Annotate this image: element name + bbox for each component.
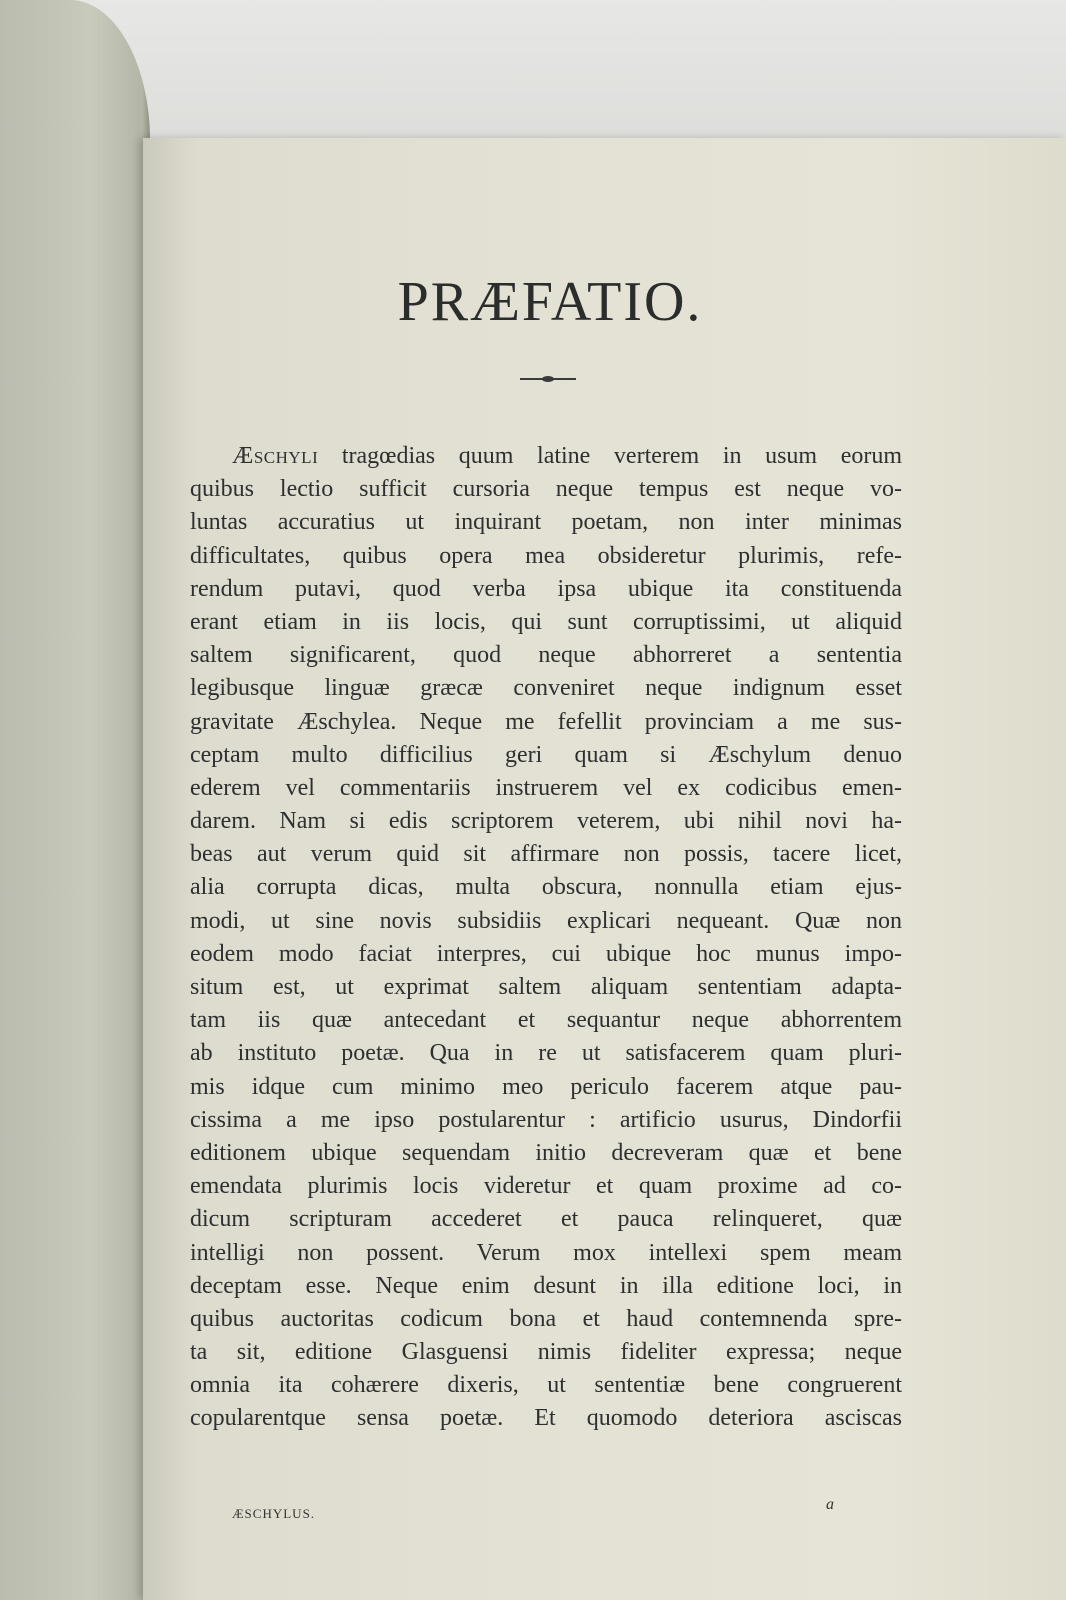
text-line: situm est, ut exprimat saltem aliquam sententiam adapta-	[190, 974, 902, 1000]
left-page-edge	[0, 0, 150, 1600]
text-line: eodem modo faciat interpres, cui ubique hoc munus impo-	[190, 940, 902, 967]
text-line: ta sit, editione Glasguensi nimis fideliter expressa; neque	[190, 1339, 902, 1366]
text-line-first	[190, 440, 902, 473]
text-line: quibus lectio sufficit cursoria neque tempus est neque vo-	[190, 476, 902, 503]
text-line: rendum putavi, quod verba ipsa ubique ita constituenda	[190, 575, 902, 602]
page-title: PRÆFATIO.	[397, 271, 703, 333]
text-line: erant etiam in iis locis, qui sunt corruptissimi, ut aliquid	[190, 608, 902, 635]
background-wall	[0, 0, 1066, 160]
text-line: beas aut verum quid sit affirmare non possis, tacere licet,	[190, 841, 902, 868]
text-line: cissima a me ipso postularentur : artificio usurus, Dindorfii	[190, 1106, 902, 1133]
title-ornament-rule	[520, 378, 576, 380]
text-line: ederem vel commentariis instruerem vel ex codicibus emen-	[190, 774, 902, 801]
text-line: darem. Nam si edis scriptorem veterem, ubi nihil novi ha-	[190, 808, 902, 835]
preface-paragraph	[190, 440, 902, 1436]
text-line: gravitate Æschylea. Neque me fefellit provinciam a me sus-	[190, 708, 902, 735]
text-line: intelligi non possent. Verum mox intellexi spem meam	[190, 1239, 902, 1266]
gathering-mark: a	[826, 1496, 834, 1513]
text-line: ab instituto poetæ. Qua in re ut satisfacerem quam pluri-	[190, 1040, 902, 1067]
text-line: difficultates, quibus opera mea obsideretur plurimis, refe-	[190, 542, 902, 569]
text-line: tam iis quæ antecedant et sequantur neque abhorrentem	[190, 1007, 902, 1034]
text-line: copularentque sensa poetæ. Et quomodo deteriora asciscas	[190, 1405, 902, 1432]
text-line: saltem significarent, quod neque abhorreret a sententia	[190, 642, 902, 669]
text-line: quibus auctoritas codicum bona et haud contemnenda spre-	[190, 1305, 902, 1332]
text-line: emendata plurimis locis videretur et quam proxime ad co-	[190, 1173, 902, 1200]
text-line: dicum scripturam accederet et pauca relinqueret, quæ	[190, 1206, 902, 1233]
text-line: alia corrupta dicas, multa obscura, nonnulla etiam ejus-	[190, 874, 902, 901]
text-line: omnia ita cohærere dixeris, ut sententiæ bene congruerent	[190, 1372, 902, 1399]
text-line: editionem ubique sequendam initio decreveram quæ et bene	[190, 1139, 902, 1166]
text-line: legibusque linguæ græcæ conveniret neque indignum esset	[190, 675, 902, 702]
signature-mark: ÆSCHYLUS.	[232, 1506, 316, 1521]
first-word: Æschyli	[232, 443, 319, 469]
text-line: ceptam multo difficilius geri quam si Æschylum denuo	[190, 741, 902, 768]
first-line-rest: tragœdias quum latine verterem in usum eorum	[341, 443, 903, 469]
text-line: mis idque cum minimo meo periculo facerem atque pau-	[190, 1073, 902, 1100]
text-line: luntas accuratius ut inquirant poetam, non inter minimas	[190, 509, 902, 536]
text-line: modi, ut sine novis subsidiis explicari nequeant. Quæ non	[190, 907, 902, 934]
text-line: deceptam esse. Neque enim desunt in illa editione loci, in	[190, 1272, 902, 1299]
